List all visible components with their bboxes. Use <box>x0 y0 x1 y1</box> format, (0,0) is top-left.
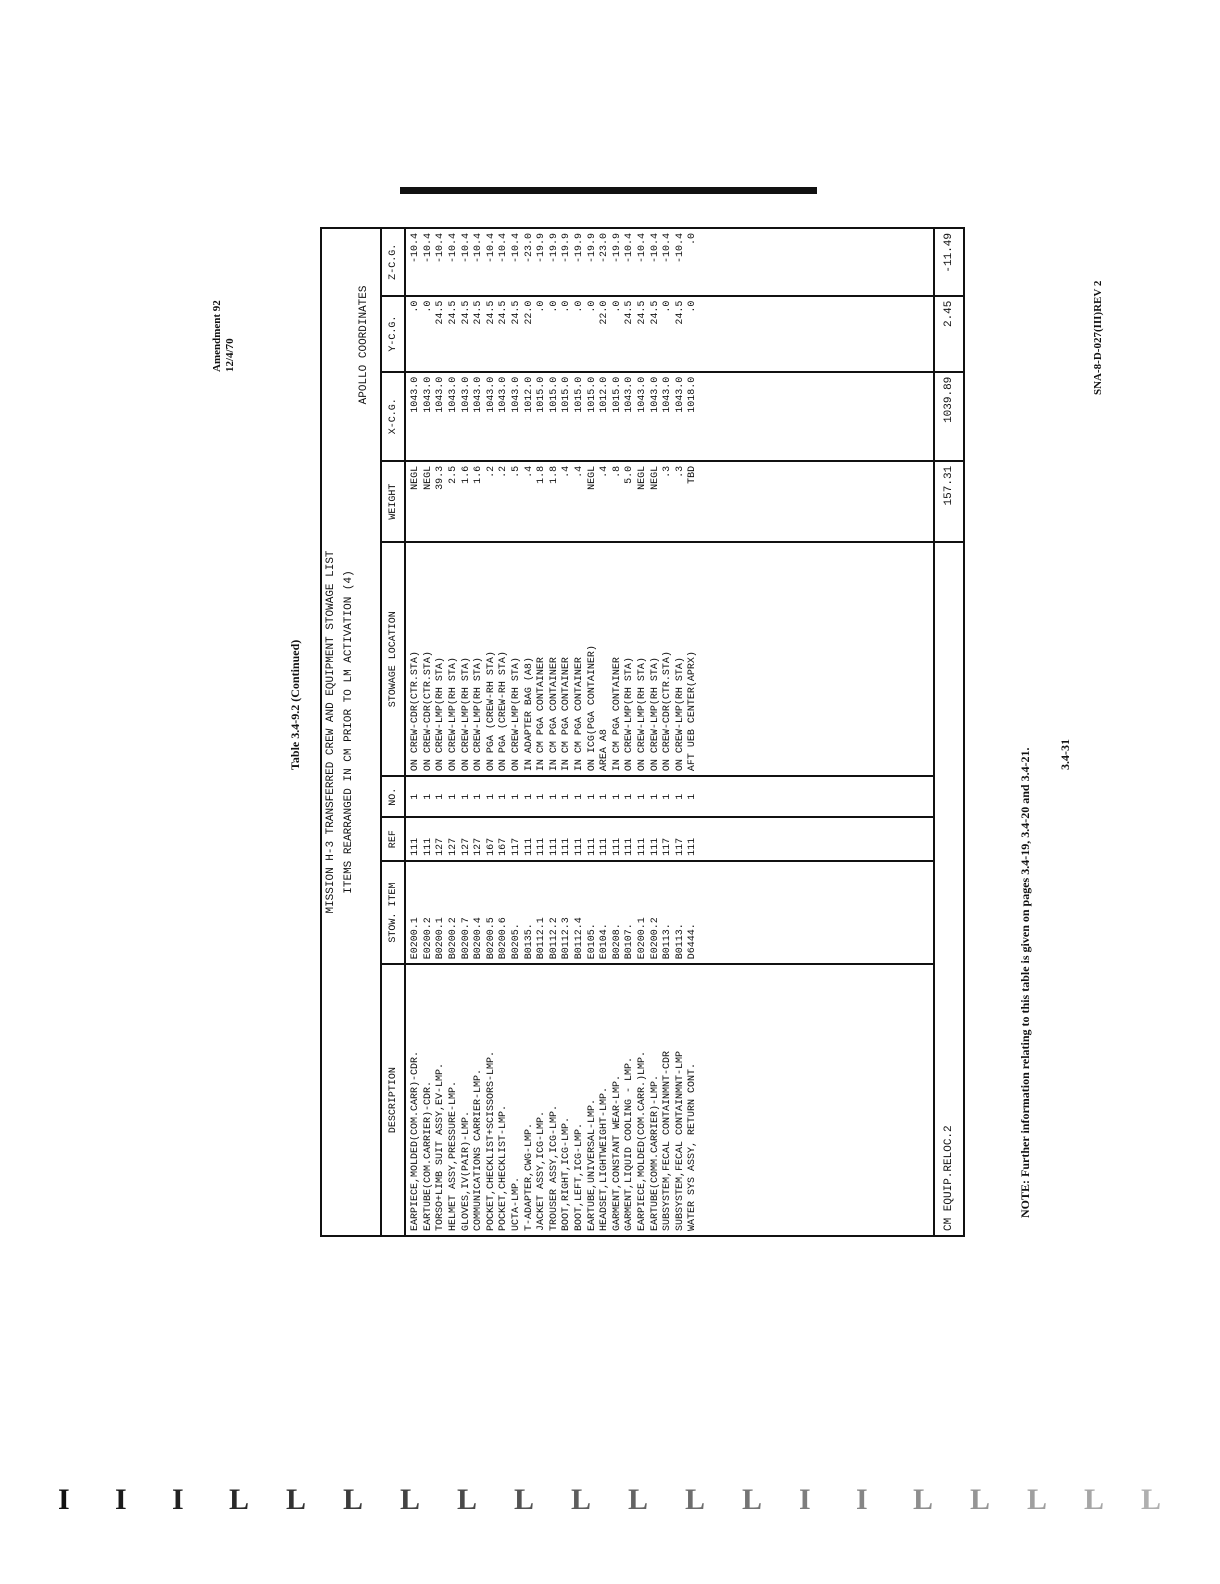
row-20-description: EARTUBE(COMM.CARRIER)-LMP. <box>649 1074 661 1231</box>
row-22-y: 24.5 <box>674 300 686 325</box>
row-4-ref: 127 <box>448 837 460 856</box>
row-17-weight: .8 <box>611 465 623 478</box>
y-cg-cell <box>405 296 934 372</box>
amendment-block <box>211 300 237 372</box>
row-11-ref: 111 <box>536 837 548 856</box>
z-cg-cell <box>405 228 934 296</box>
row-17-z: -19.9 <box>611 233 623 264</box>
row-7-x: 1043.0 <box>485 376 497 413</box>
row-2-weight: NEGL <box>422 465 434 490</box>
registration-mark: I <box>799 1483 811 1516</box>
registration-mark: L <box>229 1483 250 1516</box>
registration-mark: L <box>400 1483 421 1516</box>
row-4-stow-item: B0200.2 <box>448 917 460 960</box>
row-16-y: 22.0 <box>599 300 611 325</box>
row-21-location: ON CREW-CDR(CTR.STA) <box>662 651 674 772</box>
total-y-cg: 2.45 <box>934 296 964 372</box>
revision-bar <box>400 187 817 194</box>
scan-registration-marks <box>58 1480 1168 1520</box>
row-8-location: ON PGA (CREW-RH STA) <box>498 651 510 772</box>
row-14-stow-item: B0112.4 <box>573 917 585 960</box>
row-23-y: .0 <box>687 300 699 313</box>
row-21-z: -10.4 <box>662 233 674 264</box>
row-1-y: .0 <box>410 300 422 313</box>
row-21-stow-item: B0113. <box>662 923 674 960</box>
col-no: NO. <box>381 776 405 817</box>
row-18-ref: 111 <box>624 837 636 856</box>
row-5-ref: 127 <box>460 837 472 856</box>
row-3-location: ON CREW-LMP(RH STA) <box>435 657 447 772</box>
row-21-no: 1 <box>662 793 674 800</box>
row-13-ref: 111 <box>561 837 573 856</box>
row-11-stow-item: B0112.1 <box>536 917 548 960</box>
row-6-location: ON CREW-LMP(RH STA) <box>473 657 485 772</box>
row-18-x: 1043.0 <box>624 376 636 413</box>
row-16-location: AREA A8 <box>599 729 611 772</box>
row-10-weight: .4 <box>523 465 535 478</box>
row-15-location: ON ICG(PGA CONTAINER) <box>586 645 598 772</box>
row-8-stow-item: B0200.6 <box>498 917 510 960</box>
row-22-x: 1043.0 <box>674 376 686 413</box>
row-17-x: 1015.0 <box>611 376 623 413</box>
ref-cell <box>405 817 934 860</box>
row-19-x: 1043.0 <box>636 376 648 413</box>
row-20-ref: 111 <box>649 837 661 856</box>
row-15-weight: NEGL <box>586 465 598 490</box>
row-22-no: 1 <box>674 793 686 800</box>
row-2-ref: 111 <box>422 837 434 856</box>
row-4-z: -10.4 <box>448 233 460 264</box>
row-4-weight: 2.5 <box>448 465 460 484</box>
row-4-description: HELMET ASSY,PRESSURE-LMP. <box>448 1080 460 1231</box>
row-19-ref: 111 <box>636 837 648 856</box>
row-17-description: GARMENT,CONSTANT WEAR-LMP. <box>611 1074 623 1231</box>
table-title-1: MISSION H-3 TRANSFERRED CREW AND EQUIPMENT STOWAGE LIST <box>325 550 337 914</box>
registration-mark: L <box>286 1483 307 1516</box>
row-5-location: ON CREW-LMP(RH STA) <box>460 657 472 772</box>
row-3-ref: 127 <box>435 837 447 856</box>
row-6-no: 1 <box>473 793 485 800</box>
col-y-cg: Y-C.G. <box>381 296 405 372</box>
row-8-z: -10.4 <box>498 233 510 264</box>
row-23-description: WATER SYS ASSY, RETURN CONT. <box>687 1062 699 1231</box>
row-17-ref: 111 <box>611 837 623 856</box>
row-7-description: POCKET,CHECKLIST+SCISSORS-LMP. <box>485 1050 497 1231</box>
row-20-stow-item: E0200.2 <box>649 917 661 960</box>
row-12-no: 1 <box>548 793 560 800</box>
row-6-y: 24.5 <box>473 300 485 325</box>
row-12-stow-item: B0112.2 <box>548 917 560 960</box>
row-19-description: EARPIECE,MOLDED(COM.CARR.)LMP. <box>636 1050 648 1231</box>
row-6-stow-item: B0200.4 <box>473 917 485 960</box>
registration-mark: L <box>628 1483 649 1516</box>
row-14-x: 1015.0 <box>573 376 585 413</box>
registration-mark: L <box>970 1483 991 1516</box>
row-19-location: ON CREW-LMP(RH STA) <box>636 657 648 772</box>
row-18-description: GARMENT,LIQUID COOLING - LMP. <box>624 1056 636 1231</box>
location-cell <box>405 542 934 776</box>
row-5-description: GLOVES,IV(PAIR)-LMP. <box>460 1110 472 1231</box>
row-12-ref: 111 <box>548 837 560 856</box>
row-16-x: 1012.0 <box>599 376 611 413</box>
row-9-no: 1 <box>510 793 522 800</box>
row-20-weight: NEGL <box>649 465 661 490</box>
row-2-stow-item: E0200.2 <box>422 917 434 960</box>
table-note: NOTE: Further information relating to this table is given on pages 3.4-19, 3.4-20 and 3.4-21. <box>1018 747 1032 1218</box>
row-23-no: 1 <box>687 793 699 800</box>
row-9-weight: .5 <box>510 465 522 478</box>
row-9-stow-item: B0205. <box>510 923 522 960</box>
row-3-y: 24.5 <box>435 300 447 325</box>
row-13-stow-item: B0112.3 <box>561 917 573 960</box>
row-15-stow-item: E0105. <box>586 923 598 960</box>
row-10-ref: 111 <box>523 837 535 856</box>
col-stow-item: STOW. ITEM <box>381 861 405 964</box>
registration-mark: I <box>115 1483 127 1516</box>
row-18-y: 24.5 <box>624 300 636 325</box>
row-7-stow-item: B0200.5 <box>485 917 497 960</box>
row-2-location: ON CREW-CDR(CTR.STA) <box>422 651 434 772</box>
page-number: 3.4-31 <box>1058 739 1072 770</box>
row-11-location: IN CM PGA CONTAINER <box>536 657 548 772</box>
row-1-x: 1043.0 <box>410 376 422 413</box>
row-14-z: -19.9 <box>573 233 585 264</box>
row-18-z: -10.4 <box>624 233 636 264</box>
row-15-description: EARTUBE,UNIVERSAL-LMP. <box>586 1098 598 1231</box>
row-8-ref: 167 <box>498 837 510 856</box>
row-2-no: 1 <box>422 793 434 800</box>
row-18-weight: 5.0 <box>624 465 636 484</box>
row-3-stow-item: B0200.1 <box>435 917 447 960</box>
row-20-z: -10.4 <box>649 233 661 264</box>
row-4-no: 1 <box>448 793 460 800</box>
row-18-location: ON CREW-LMP(RH STA) <box>624 657 636 772</box>
row-23-weight: TBD <box>687 465 699 484</box>
row-1-z: -10.4 <box>410 233 422 264</box>
row-7-location: ON PGA (CREW-RH STA) <box>485 651 497 772</box>
row-16-weight: .4 <box>599 465 611 478</box>
row-23-ref: 111 <box>687 837 699 856</box>
row-11-description: JACKET ASSY,ICG-LMP. <box>536 1110 548 1231</box>
row-17-location: IN CM PGA CONTAINER <box>611 657 623 772</box>
row-2-z: -10.4 <box>422 233 434 264</box>
registration-mark: L <box>457 1483 478 1516</box>
row-8-description: POCKET,CHECKLIST-LMP. <box>498 1104 510 1231</box>
row-11-y: .0 <box>536 300 548 313</box>
col-z-cg: Z-C.G. <box>381 228 405 296</box>
row-11-no: 1 <box>536 793 548 800</box>
row-20-y: 24.5 <box>649 300 661 325</box>
row-4-y: 24.5 <box>448 300 460 325</box>
row-4-location: ON CREW-LMP(RH STA) <box>448 657 460 772</box>
amendment-date: 12/4/70 <box>224 338 236 372</box>
row-15-y: .0 <box>586 300 598 313</box>
row-17-stow-item: B0208. <box>611 923 623 960</box>
row-16-description: HEADSET,LIGHTWEIGHT-LMP. <box>599 1086 611 1231</box>
row-13-location: IN CM PGA CONTAINER <box>561 657 573 772</box>
row-16-no: 1 <box>599 793 611 800</box>
registration-mark: L <box>685 1483 706 1516</box>
table-title-2: ITEMS REARRANGED IN CM PRIOR TO LM ACTIVATION (4) <box>343 570 355 894</box>
table-caption: Table 3.4-9.2 (Continued) <box>288 639 302 770</box>
row-5-x: 1043.0 <box>460 376 472 413</box>
row-7-z: -10.4 <box>485 233 497 264</box>
registration-mark: I <box>172 1483 184 1516</box>
row-5-no: 1 <box>460 793 472 800</box>
registration-mark: L <box>913 1483 934 1516</box>
row-3-x: 1043.0 <box>435 376 447 413</box>
row-7-y: 24.5 <box>485 300 497 325</box>
x-cg-cell <box>405 372 934 461</box>
row-3-z: -10.4 <box>435 233 447 264</box>
row-20-x: 1043.0 <box>649 376 661 413</box>
row-3-weight: 39.3 <box>435 465 447 490</box>
row-12-weight: 1.8 <box>548 465 560 484</box>
total-x-cg: 1039.89 <box>934 372 964 461</box>
row-23-stow-item: D6444. <box>687 923 699 960</box>
row-10-y: 22.0 <box>523 300 535 325</box>
row-7-weight: .2 <box>485 465 497 478</box>
row-9-x: 1043.0 <box>510 376 522 413</box>
registration-mark: L <box>1141 1483 1162 1516</box>
row-6-ref: 127 <box>473 837 485 856</box>
row-16-ref: 111 <box>599 837 611 856</box>
row-2-description: EARTUBE(COM.CARRIER)-CDR. <box>422 1080 434 1231</box>
row-22-z: -10.4 <box>674 233 686 264</box>
row-9-location: ON CREW-LMP(RH STA) <box>510 657 522 772</box>
description-cell <box>405 964 934 1236</box>
row-11-z: -19.9 <box>536 233 548 264</box>
row-4-x: 1043.0 <box>448 376 460 413</box>
row-15-x: 1015.0 <box>586 376 598 413</box>
registration-mark: L <box>1027 1483 1048 1516</box>
row-19-no: 1 <box>636 793 648 800</box>
row-13-no: 1 <box>561 793 573 800</box>
registration-mark: I <box>58 1483 70 1516</box>
registration-mark: I <box>856 1483 868 1516</box>
row-14-no: 1 <box>573 793 585 800</box>
row-9-description: UCTA-LMP. <box>510 1176 522 1231</box>
row-10-location: IN ADAPTER BAG (A8) <box>523 657 535 772</box>
row-7-ref: 167 <box>485 837 497 856</box>
row-14-weight: .4 <box>573 465 585 478</box>
row-14-y: .0 <box>573 300 585 313</box>
row-6-x: 1043.0 <box>473 376 485 413</box>
row-3-description: TORSO+LIMB SUIT ASSY,EV-LMP. <box>435 1062 447 1231</box>
row-20-location: ON CREW-LMP(RH STA) <box>649 657 661 772</box>
row-1-description: EARPIECE,MOLDED(COM.CARR)-CDR. <box>410 1050 422 1231</box>
row-21-y: .0 <box>662 300 674 313</box>
row-10-description: T-ADAPTER,CWG-LMP. <box>523 1122 535 1231</box>
row-21-weight: .3 <box>662 465 674 478</box>
total-z-cg: -11.49 <box>934 228 964 296</box>
row-13-y: .0 <box>561 300 573 313</box>
row-12-description: TROUSER ASSY,ICG-LMP. <box>548 1104 560 1231</box>
row-19-stow-item: E0200.1 <box>636 917 648 960</box>
row-22-description: SUBSYSTEM,FECAL CONTAINMNT-LMP <box>674 1050 686 1231</box>
row-10-z: -23.0 <box>523 233 535 264</box>
row-9-y: 24.5 <box>510 300 522 325</box>
row-6-z: -10.4 <box>473 233 485 264</box>
row-14-description: BOOT,LEFT,ICG-LMP. <box>573 1122 585 1231</box>
row-9-z: -10.4 <box>510 233 522 264</box>
registration-mark: L <box>514 1483 535 1516</box>
row-14-location: IN CM PGA CONTAINER <box>573 657 585 772</box>
row-19-weight: NEGL <box>636 465 648 490</box>
row-12-x: 1015.0 <box>548 376 560 413</box>
row-1-no: 1 <box>410 793 422 800</box>
row-22-weight: .3 <box>674 465 686 478</box>
row-10-stow-item: B0135. <box>523 923 535 960</box>
row-21-ref: 117 <box>662 837 674 856</box>
row-3-no: 1 <box>435 793 447 800</box>
row-12-y: .0 <box>548 300 560 313</box>
registration-mark: L <box>343 1483 364 1516</box>
row-5-y: 24.5 <box>460 300 472 325</box>
col-location: STOWAGE LOCATION <box>381 542 405 776</box>
row-16-stow-item: E0104. <box>599 923 611 960</box>
table-body <box>405 228 934 1236</box>
row-12-location: IN CM PGA CONTAINER <box>548 657 560 772</box>
row-12-z: -19.9 <box>548 233 560 264</box>
row-10-no: 1 <box>523 793 535 800</box>
row-8-weight: .2 <box>498 465 510 478</box>
row-14-ref: 111 <box>573 837 585 856</box>
col-description: DESCRIPTION <box>381 964 405 1236</box>
row-7-no: 1 <box>485 793 497 800</box>
row-8-y: 24.5 <box>498 300 510 325</box>
row-13-weight: .4 <box>561 465 573 478</box>
no-cell <box>405 776 934 817</box>
row-20-no: 1 <box>649 793 661 800</box>
row-15-ref: 111 <box>586 837 598 856</box>
registration-mark: L <box>571 1483 592 1516</box>
row-18-stow-item: B0107. <box>624 923 636 960</box>
stowage-table <box>320 227 965 1237</box>
row-8-x: 1043.0 <box>498 376 510 413</box>
row-5-z: -10.4 <box>460 233 472 264</box>
row-8-no: 1 <box>498 793 510 800</box>
row-17-y: .0 <box>611 300 623 313</box>
row-1-stow-item: E0200.1 <box>410 917 422 960</box>
row-13-x: 1015.0 <box>561 376 573 413</box>
row-10-x: 1012.0 <box>523 376 535 413</box>
row-23-x: 1018.0 <box>687 376 699 413</box>
row-19-y: 24.5 <box>636 300 648 325</box>
registration-mark: L <box>742 1483 763 1516</box>
total-row <box>934 228 964 1236</box>
apollo-coordinates-label: APOLLO COORDINATES <box>358 285 370 405</box>
row-11-weight: 1.8 <box>536 465 548 484</box>
row-22-location: ON CREW-LMP(RH STA) <box>674 657 686 772</box>
row-16-z: -23.0 <box>599 233 611 264</box>
row-15-no: 1 <box>586 793 598 800</box>
document-id: SNA-8-D-027(III)REV 2 <box>1092 280 1104 395</box>
row-23-location: AFT UEB CENTER(APRX) <box>687 651 699 772</box>
stow-item-cell <box>405 861 934 964</box>
row-2-y: .0 <box>422 300 434 313</box>
row-19-z: -10.4 <box>636 233 648 264</box>
header-row <box>381 228 405 1236</box>
row-6-description: COMMUNICATIONS CARRIER-LMP. <box>473 1068 485 1231</box>
row-1-weight: NEGL <box>410 465 422 490</box>
row-13-description: BOOT,RIGHT,ICG-LMP. <box>561 1116 573 1231</box>
col-weight: WEIGHT <box>381 461 405 543</box>
amendment-number: Amendment 92 <box>211 300 223 372</box>
total-label: CM EQUIP.RELOC.2 <box>934 542 964 1236</box>
total-weight: 157.31 <box>934 461 964 543</box>
row-15-z: -19.9 <box>586 233 598 264</box>
weight-cell <box>405 461 934 543</box>
row-11-x: 1015.0 <box>536 376 548 413</box>
row-13-z: -19.9 <box>561 233 573 264</box>
row-6-weight: 1.6 <box>473 465 485 484</box>
row-1-ref: 111 <box>410 837 422 856</box>
registration-mark: L <box>1084 1483 1105 1516</box>
row-17-no: 1 <box>611 793 623 800</box>
row-22-stow-item: B0113. <box>674 923 686 960</box>
row-2-x: 1043.0 <box>422 376 434 413</box>
col-ref: REF <box>381 817 405 860</box>
row-21-x: 1043.0 <box>662 376 674 413</box>
row-21-description: SUBSYSTEM,FECAL CONTAINMNT-CDR <box>662 1050 674 1231</box>
col-x-cg: X-C.G. <box>381 372 405 461</box>
row-22-ref: 117 <box>674 837 686 856</box>
row-9-ref: 117 <box>510 837 522 856</box>
row-23-z: .0 <box>687 233 699 246</box>
row-18-no: 1 <box>624 793 636 800</box>
row-5-weight: 1.6 <box>460 465 472 484</box>
row-5-stow-item: B0200.7 <box>460 917 472 960</box>
stowage-table-frame <box>320 227 965 1237</box>
row-1-location: ON CREW-CDR(CTR.STA) <box>410 651 422 772</box>
